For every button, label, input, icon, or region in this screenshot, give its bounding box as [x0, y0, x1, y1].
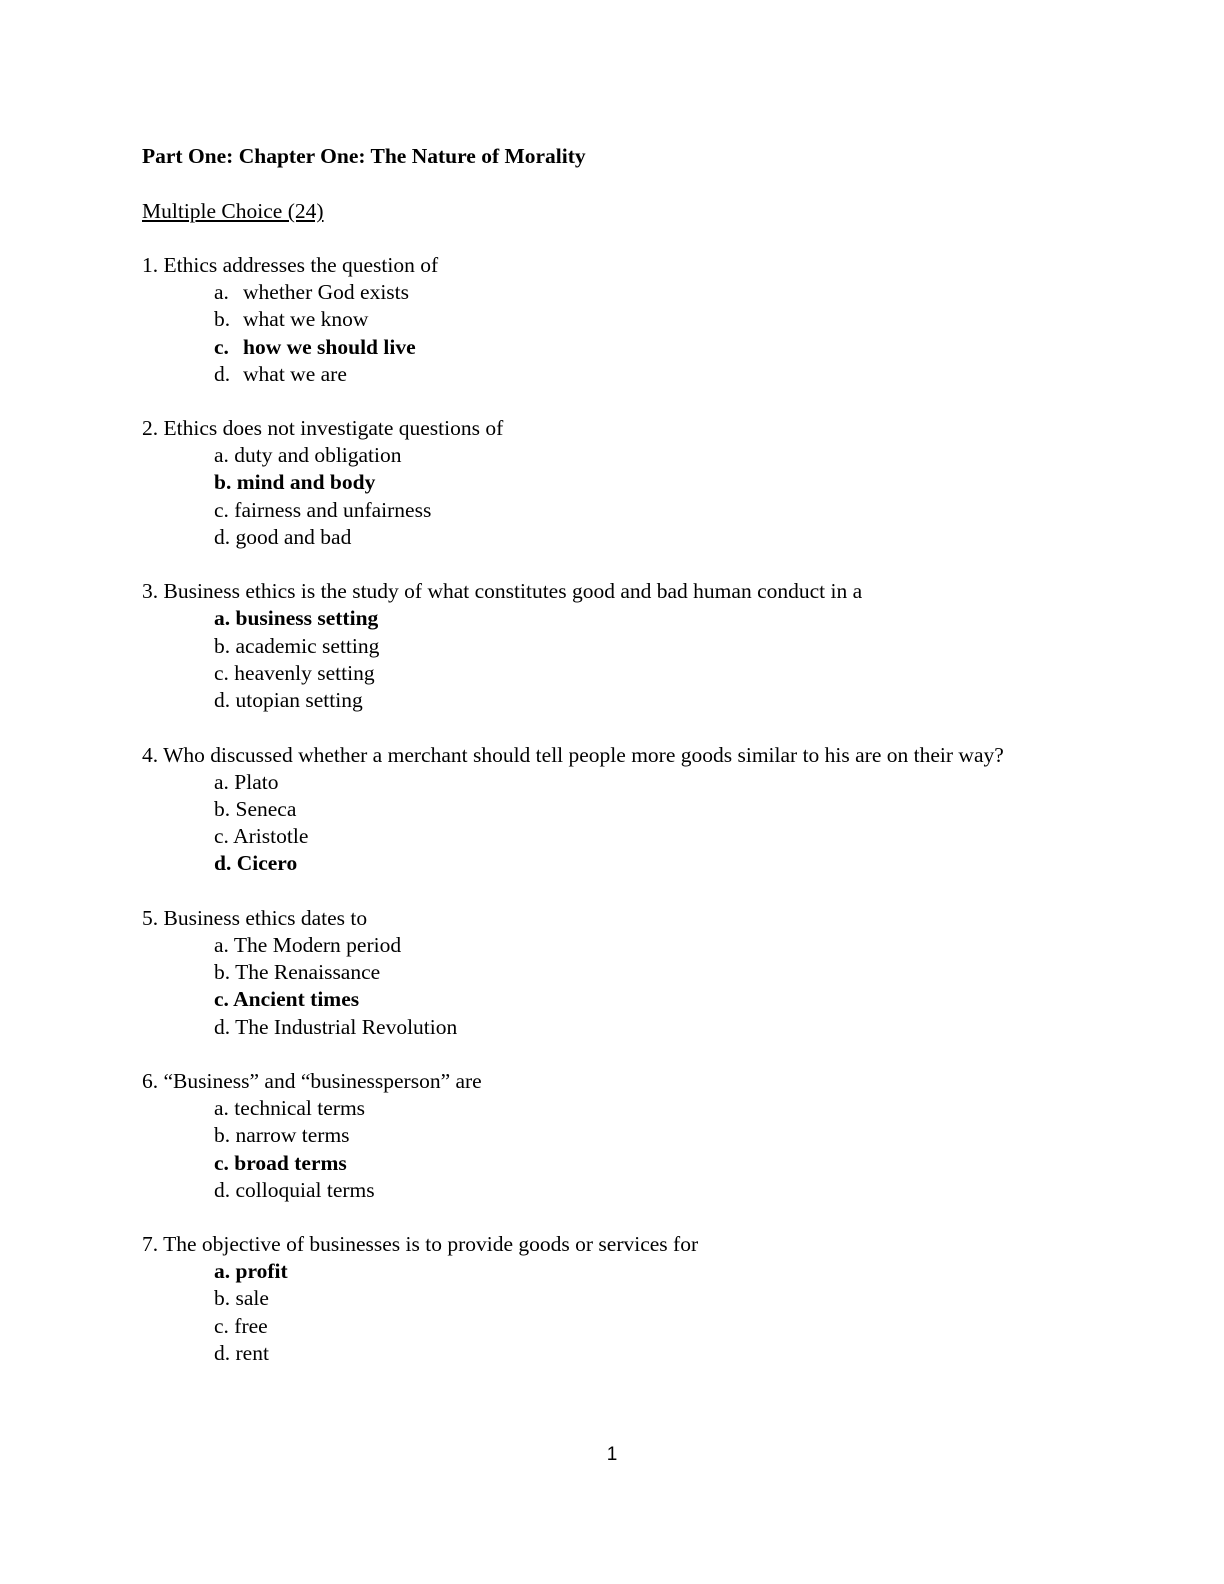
- option-letter: d.: [214, 525, 231, 550]
- option-text: what we know: [243, 307, 369, 332]
- answer-option: [142, 796, 1082, 823]
- option-text: free: [234, 1313, 268, 1338]
- option-letter: b.: [214, 960, 231, 985]
- answer-option: [142, 1340, 1082, 1367]
- option-letter: a.: [214, 443, 229, 468]
- option-letter: c.: [214, 660, 229, 685]
- option-text: sale: [235, 1286, 269, 1311]
- section-heading: Multiple Choice (24): [142, 199, 324, 223]
- answer-option: [142, 1313, 1082, 1340]
- option-text: business setting: [235, 606, 379, 631]
- question-text: 6. “Business” and “businessperson” are: [142, 1068, 482, 1093]
- answer-option: [142, 687, 1082, 714]
- answer-option: [142, 633, 1082, 660]
- option-letter: c.: [214, 334, 229, 359]
- answer-option: [142, 306, 1082, 333]
- question-item: [142, 252, 1082, 388]
- question-item: [142, 905, 1082, 1041]
- option-letter: c.: [214, 987, 229, 1012]
- answer-option: [142, 497, 1082, 524]
- correct-answer-option: [142, 850, 1082, 877]
- page-title: Part One: Chapter One: The Nature of Morality: [142, 144, 586, 168]
- answer-option: [142, 1095, 1082, 1122]
- option-letter: a.: [214, 280, 229, 304]
- option-letter: d.: [214, 361, 231, 386]
- option-letter: a.: [214, 1095, 229, 1120]
- option-letter: b.: [214, 1286, 231, 1311]
- option-text: profit: [235, 1259, 288, 1284]
- answer-option: [142, 959, 1082, 986]
- option-text: Seneca: [235, 796, 297, 821]
- answer-option: [142, 769, 1082, 796]
- option-letter: d.: [214, 851, 232, 876]
- correct-answer-option: [142, 334, 1082, 361]
- question-text: 4. Who discussed whether a merchant should tell people more goods similar to his are on their way?: [142, 742, 1004, 767]
- option-text: what we are: [243, 361, 347, 386]
- question-text: 7. The objective of businesses is to provide goods or services for: [142, 1232, 699, 1257]
- option-text: The Modern period: [233, 932, 402, 957]
- option-text: Cicero: [236, 851, 298, 876]
- answer-options: [142, 605, 1082, 714]
- answer-options: [142, 769, 1082, 878]
- option-letter: d.: [214, 1177, 231, 1202]
- answer-option: [142, 1014, 1082, 1041]
- correct-answer-option: [142, 605, 1082, 632]
- option-letter: c.: [214, 824, 229, 849]
- option-text: Plato: [234, 769, 279, 794]
- option-letter: c.: [214, 497, 229, 522]
- question-item: [142, 415, 1082, 551]
- question-text: 3. Business ethics is the study of what constitutes good and bad human conduct in a: [142, 579, 863, 604]
- option-text: technical terms: [234, 1095, 366, 1120]
- option-text: good and bad: [235, 525, 352, 550]
- option-text: The Industrial Revolution: [235, 1014, 458, 1039]
- answer-option: [142, 279, 1082, 306]
- option-letter: b.: [214, 470, 232, 495]
- answer-options: [142, 1095, 1082, 1204]
- option-letter: a.: [214, 606, 231, 631]
- question-item: [142, 742, 1082, 878]
- question-item: [142, 1231, 1082, 1367]
- answer-option: [142, 932, 1082, 959]
- option-text: heavenly setting: [234, 660, 375, 685]
- question-item: [142, 1068, 1082, 1204]
- option-text: how we should live: [243, 334, 416, 359]
- option-letter: a.: [214, 769, 229, 794]
- option-letter: b.: [214, 633, 231, 658]
- answer-options: [142, 279, 1082, 388]
- option-text: whether God exists: [243, 280, 409, 304]
- option-letter: d.: [214, 688, 231, 713]
- document-content: [142, 143, 1082, 1367]
- option-text: Ancient times: [233, 987, 360, 1012]
- answer-option: [142, 1285, 1082, 1312]
- answer-option: [142, 1177, 1082, 1204]
- option-text: fairness and unfairness: [234, 497, 432, 522]
- correct-answer-option: [142, 986, 1082, 1013]
- option-letter: b.: [214, 307, 231, 332]
- option-text: duty and obligation: [234, 443, 402, 468]
- question-list: [142, 252, 1082, 1367]
- answer-option: [142, 1122, 1082, 1149]
- answer-option: [142, 823, 1082, 850]
- option-text: colloquial terms: [235, 1177, 375, 1202]
- question-item: [142, 578, 1082, 714]
- option-letter: c.: [214, 1313, 229, 1338]
- correct-answer-option: [142, 1258, 1082, 1285]
- option-text: The Renaissance: [235, 960, 381, 985]
- answer-option: [142, 361, 1082, 388]
- correct-answer-option: [142, 469, 1082, 496]
- option-text: utopian setting: [235, 688, 363, 713]
- answer-options: [142, 932, 1082, 1041]
- option-text: academic setting: [235, 633, 380, 658]
- option-letter: b.: [214, 1123, 231, 1148]
- option-text: narrow terms: [235, 1123, 350, 1148]
- option-letter: d.: [214, 1014, 231, 1039]
- option-letter: a.: [214, 1259, 231, 1284]
- option-letter: b.: [214, 796, 231, 821]
- answer-options: [142, 442, 1082, 551]
- answer-options: [142, 1258, 1082, 1367]
- page-number: 1: [606, 1444, 618, 1465]
- question-text: 1. Ethics addresses the question of: [142, 253, 439, 277]
- option-text: broad terms: [234, 1150, 347, 1175]
- option-letter: d.: [214, 1341, 231, 1366]
- option-text: rent: [235, 1341, 269, 1366]
- option-letter: c.: [214, 1150, 229, 1175]
- question-text: 2. Ethics does not investigate questions of: [142, 416, 504, 441]
- option-letter: a.: [214, 932, 229, 957]
- correct-answer-option: [142, 1150, 1082, 1177]
- answer-option: [142, 524, 1082, 551]
- answer-option: [142, 442, 1082, 469]
- answer-option: [142, 660, 1082, 687]
- question-text: 5. Business ethics dates to: [142, 905, 368, 930]
- option-text: mind and body: [236, 470, 376, 495]
- option-text: Aristotle: [233, 824, 309, 849]
